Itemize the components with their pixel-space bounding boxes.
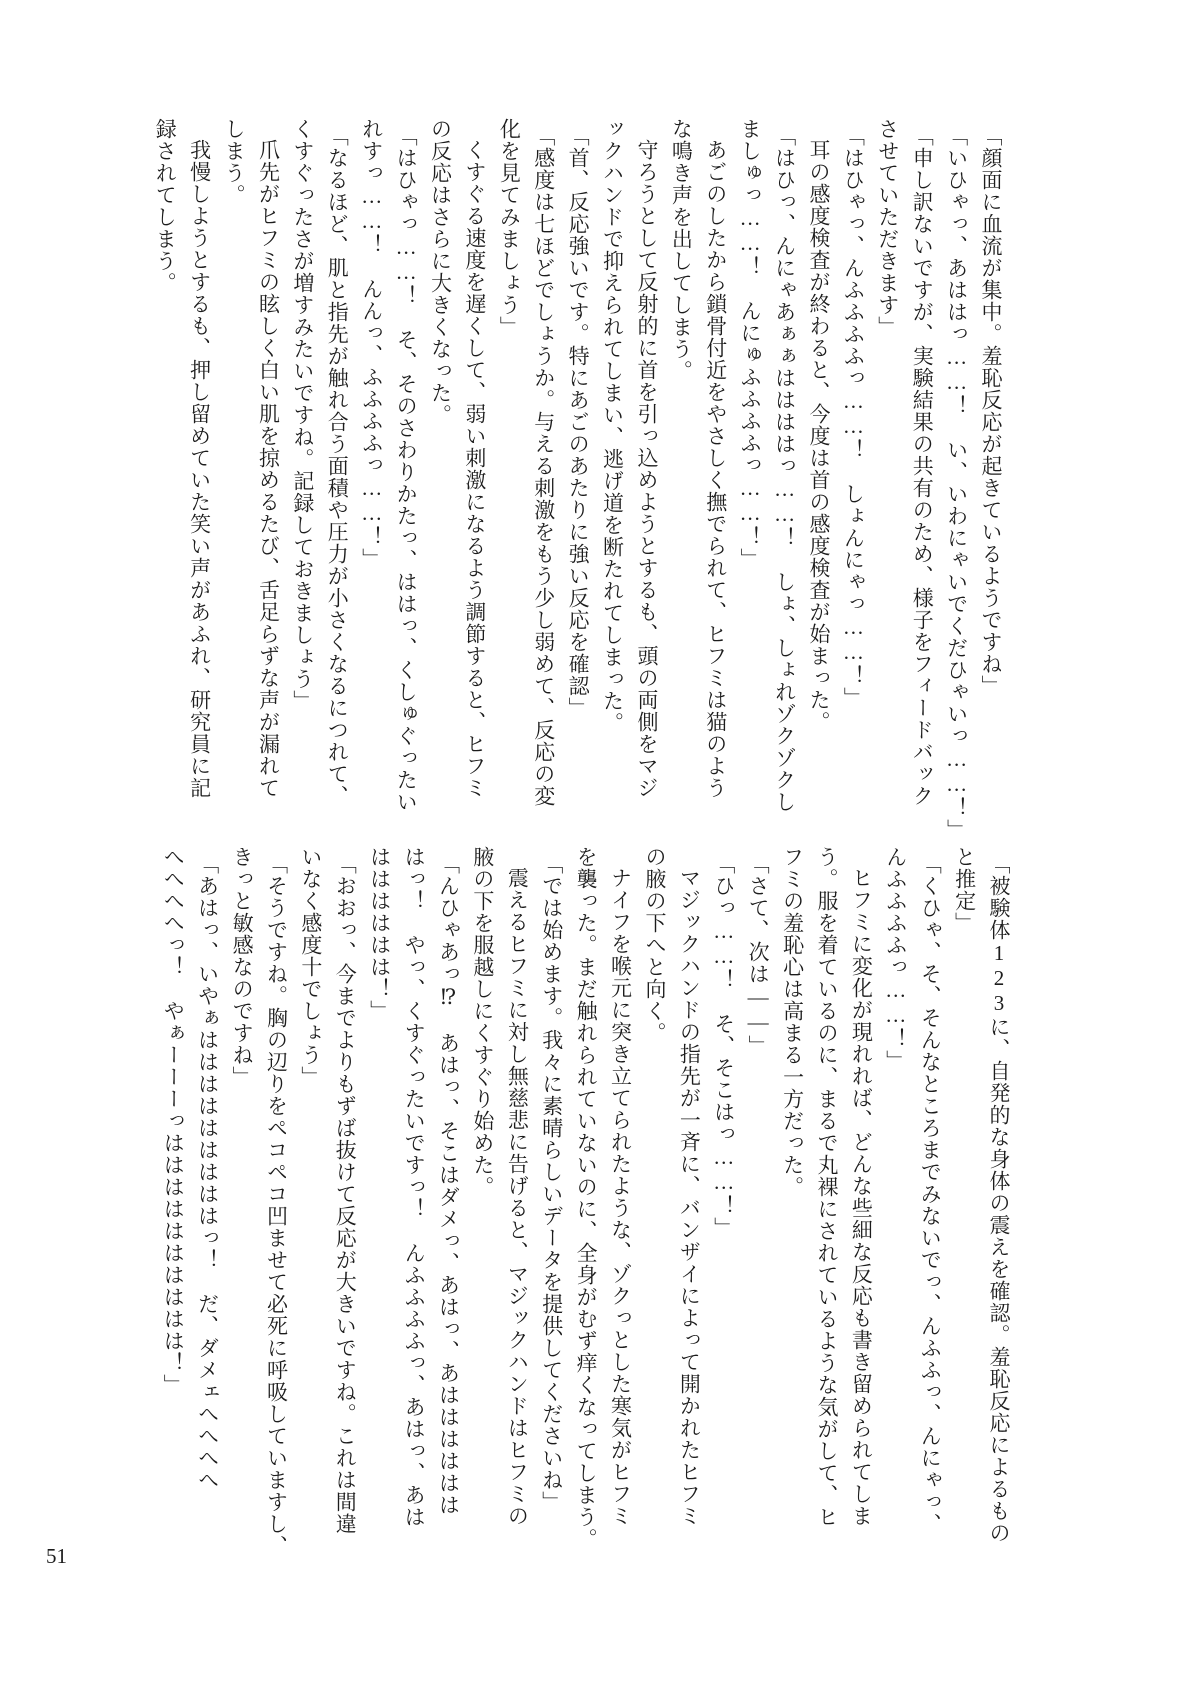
text-column: う。服を着ているのに、まるで丸裸にされているような気がして、ヒ (814, 846, 839, 1528)
text-column: と推定」 (952, 846, 977, 934)
text-column: の腋の下へと向く。 (642, 846, 667, 1044)
text-column: へへへへっ！ やぁーーーっはははははははははは！」 (161, 846, 186, 1396)
text-column: 「首、反応強いです。特にあごのあたりに強い反応を確認」 (566, 125, 591, 720)
text-column: 「顔面に血流が集中。羞恥反応が起きているようですね」 (979, 125, 1003, 698)
text-column: 「はひゃっ……！ そ、そのさわりかたっ、ははっ、くしゅぐったい (394, 125, 419, 814)
text-column: ックハンドで抑えられてしまい、逃げ道を断たれてしまった。 (600, 118, 625, 734)
text-column: 「はひゃっ、んふふふふっ……！ しょんにゃっ……！」 (841, 125, 866, 710)
text-column: 「んひゃあっ⁉ あはっ、そこはダメっ、あはっ、あはははははは (436, 853, 461, 1517)
text-column: 「感度は七ほどでしょうか。与える刺激をもう少し弱めて、反応の変 (531, 125, 556, 808)
text-column: を襲った。まだ触れられていないのに、全身がむず痒くなってしまう。 (574, 846, 599, 1550)
text-column: 「被験体123に、自発的な身体の震えを確認。羞恥反応によるもの (987, 853, 1011, 1545)
text-column: くすぐったさが増すみたいですね。記録しておきましょう」 (290, 118, 315, 712)
text-column: マジックハンドの指先が一斉に、バンザイによって開かれたヒフミ (677, 867, 702, 1527)
text-column: くすぐる速度を遅くして、弱い刺激になるよう調節すると、ヒフミ (462, 139, 487, 799)
text-column: 「なるほど、肌と指先が触れ合う面積や圧力が小さくなるにつれて、 (325, 125, 350, 808)
text-column: あごのしたから鎖骨付近をやさしく撫でられて、ヒフミは猫のよう (703, 139, 728, 799)
text-column: 「では始めます。我々に素晴らしいデータを提供してくださいね」 (539, 853, 564, 1514)
text-column: きっと敏感なのですね」 (230, 846, 255, 1088)
text-column: な鳴き声を出してしまう。 (669, 118, 694, 382)
text-column: 「そうですね。胸の辺りをペコペコ凹ませて必死に呼吸していますし、 (264, 853, 289, 1558)
text-column: 腋の下を服越しにくすぐり始めた。 (470, 846, 495, 1198)
text-column: しまう。 (222, 118, 247, 206)
text-column: 耳の感度検査が終わると、今度は首の感度検査が始まった。 (806, 139, 831, 733)
text-column: んふふふふっ……！」 (883, 846, 908, 1072)
text-column: の反応はさらに大きくなった。 (428, 118, 453, 426)
text-column: 録されてしまう。 (153, 118, 178, 294)
text-column: 「あはっ、いやぁはははははははははっ！ だ、ダメェへへへへ (195, 853, 220, 1492)
page-number: 51 (46, 1544, 67, 1568)
text-column: フミの羞恥心は高まる一方だった。 (780, 846, 805, 1198)
text-column: 「おおっ、今までよりもずば抜けて反応が大きいですね。これは間違 (333, 853, 358, 1536)
text-column: 化を見てみましょう」 (497, 118, 522, 338)
text-column: 「さて、次は――」 (746, 853, 771, 1058)
text-block-top (148, 118, 1008, 842)
text-block-bottom (156, 846, 1016, 1558)
text-column: 「くひゃ、そ、そんなところまでみないでっ、んふふっ、んにゃっ、 (918, 853, 943, 1536)
text-column: はははははは！」 (367, 846, 392, 1022)
text-column: ナイフを喉元に突き立てられたような、ゾクっとした寒気がヒフミ (608, 867, 633, 1527)
text-column: 「はひっ、んにゃあぁぁははははっ……！ しょ、しょれゾクゾクし (772, 125, 797, 814)
text-column: 「申し訳ないですが、実験結果の共有のため、様子をフィードバック (910, 125, 935, 808)
text-column: 「いひゃっ、あははっ……！ い、いわにゃいでくだひゃいっ……！」 (944, 125, 969, 842)
text-column: ヒフミに変化が現れれば、どんな些細な反応も書き留められてしま (849, 867, 874, 1527)
text-column: ましゅっ……！ んにゅふふふふっ……！」 (738, 118, 763, 570)
text-column: 我慢しようとするも、押し留めていた笑い声があふれ、研究員に記 (187, 139, 212, 799)
text-column: 震えるヒフミに対し無慈悲に告げると、マジックハンドはヒフミの (505, 867, 530, 1527)
text-column: れすっ……！ んんっ、ふふふふっ……！」 (359, 118, 384, 570)
text-column: 守ろうとして反射的に首を引っ込めようとするも、頭の両側をマジ (634, 139, 659, 799)
text-column: いなく感度十でしょう」 (298, 846, 323, 1088)
text-column: はっ！ やっ、くすぐったいですっ！ んふふふふっ、あはっ、あは (402, 846, 427, 1528)
text-column: 爪先がヒフミの眩しく白い肌を掠めるたび、舌足らずな声が漏れて (256, 139, 281, 799)
text-column: させていただきます」 (875, 118, 900, 338)
text-column: 「ひっ……！ そ、そこはっ……！」 (711, 853, 736, 1240)
